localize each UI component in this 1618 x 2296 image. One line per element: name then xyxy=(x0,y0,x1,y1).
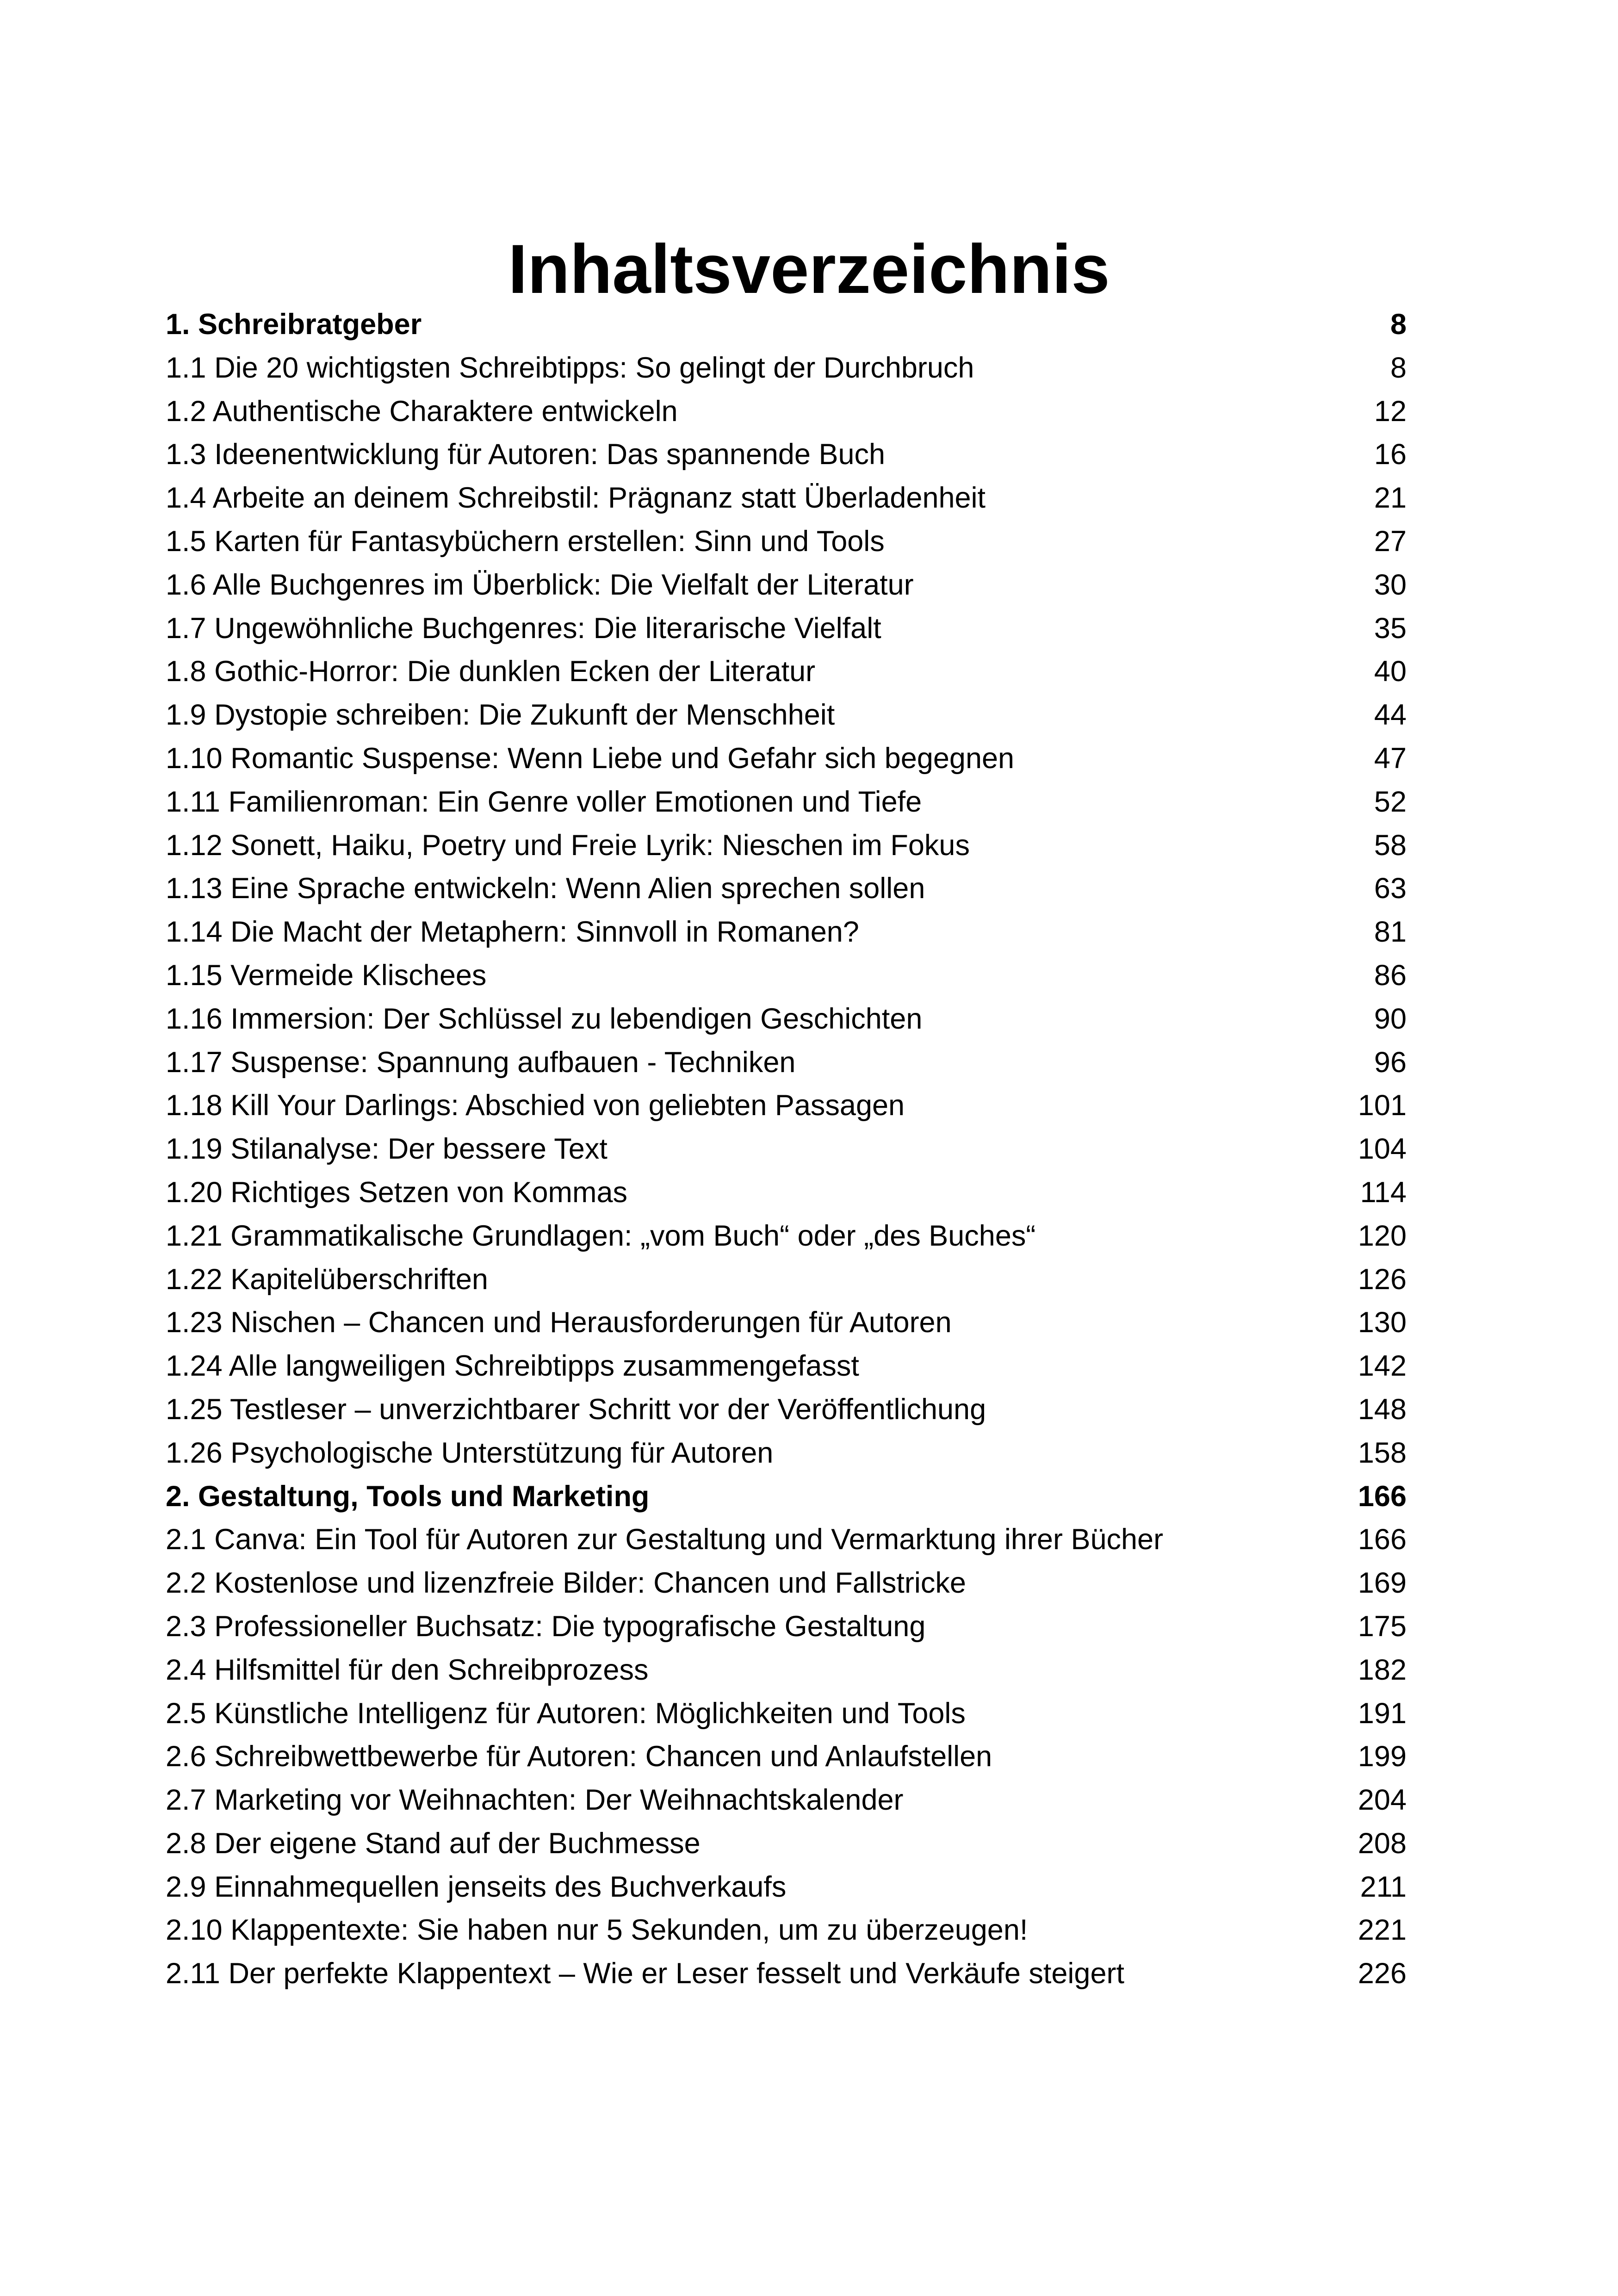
toc-entry-title: 1.23 Nischen – Chancen und Herausforderungen für Autoren xyxy=(166,1306,952,1339)
toc-entry xyxy=(166,1432,1407,1475)
toc-entry-title: 2.10 Klappentexte: Sie haben nur 5 Sekunden, um zu überzeugen! xyxy=(166,1914,1028,1947)
toc-entry-page-number: 81 xyxy=(1374,916,1407,949)
toc-entry-page-number: 211 xyxy=(1360,1870,1407,1903)
toc-entry xyxy=(166,1258,1407,1302)
toc-entry-title: 1.4 Arbeite an deinem Schreibstil: Prägnanz statt Überladenheit xyxy=(166,482,986,515)
toc-entry xyxy=(166,347,1407,390)
toc-entry xyxy=(166,1518,1407,1562)
toc-entry-page-number: 166 xyxy=(1358,1480,1407,1513)
toc-entry-page-number: 96 xyxy=(1374,1046,1407,1079)
toc-entry-title: 1.24 Alle langweiligen Schreibtipps zusammengefasst xyxy=(166,1350,859,1383)
toc-entry xyxy=(166,1215,1407,1258)
toc-entry xyxy=(166,1822,1407,1866)
toc-entry xyxy=(166,911,1407,954)
toc-entry xyxy=(166,867,1407,911)
toc-entry-page-number: 204 xyxy=(1358,1784,1407,1817)
toc-entry xyxy=(166,1866,1407,1909)
toc-entry-title: 2.5 Künstliche Intelligenz für Autoren: Möglichkeiten und Tools xyxy=(166,1697,966,1730)
toc-entry-page-number: 166 xyxy=(1358,1523,1407,1556)
toc-entry-title: 1.3 Ideenentwicklung für Autoren: Das spannende Buch xyxy=(166,438,886,471)
toc-entry xyxy=(166,1041,1407,1085)
toc-entry-title: 1.20 Richtiges Setzen von Kommas xyxy=(166,1176,628,1209)
toc-entry-page-number: 30 xyxy=(1374,568,1407,601)
toc-entry-title: 2.9 Einnahmequellen jenseits des Buchverkaufs xyxy=(166,1870,787,1903)
toc-entry-title: 2. Gestaltung, Tools und Marketing xyxy=(166,1480,650,1513)
toc-entry-page-number: 158 xyxy=(1358,1436,1407,1469)
toc-entry-page-number: 104 xyxy=(1358,1133,1407,1166)
toc-entry-page-number: 16 xyxy=(1374,438,1407,471)
toc-entry-page-number: 175 xyxy=(1358,1610,1407,1643)
toc-entry xyxy=(166,737,1407,781)
toc-entry xyxy=(166,1692,1407,1736)
toc-entry-title: 1.19 Stilanalyse: Der bessere Text xyxy=(166,1133,608,1166)
toc-entry xyxy=(166,390,1407,434)
toc-entry-page-number: 169 xyxy=(1358,1567,1407,1600)
toc-entry xyxy=(166,520,1407,564)
toc-entry-title: 1. Schreibratgeber xyxy=(166,308,422,341)
toc-entry xyxy=(166,1562,1407,1605)
toc-entry-page-number: 148 xyxy=(1358,1393,1407,1426)
toc-entry xyxy=(166,1735,1407,1779)
toc-entry-page-number: 191 xyxy=(1358,1697,1407,1730)
toc-entry-title: 1.2 Authentische Charaktere entwickeln xyxy=(166,395,678,428)
toc-entry-page-number: 47 xyxy=(1374,742,1407,775)
toc-entry-title: 2.1 Canva: Ein Tool für Autoren zur Gestaltung und Vermarktung ihrer Bücher xyxy=(166,1523,1164,1556)
toc-entry xyxy=(166,1128,1407,1171)
toc-entry-title: 1.14 Die Macht der Metaphern: Sinnvoll in Romanen? xyxy=(166,916,859,949)
toc-entry xyxy=(166,998,1407,1041)
toc-entry xyxy=(166,1649,1407,1692)
toc-entry-page-number: 114 xyxy=(1360,1176,1407,1209)
toc-entry-title: 2.8 Der eigene Stand auf der Buchmesse xyxy=(166,1827,701,1860)
toc-entry xyxy=(166,1345,1407,1388)
toc-entry-page-number: 21 xyxy=(1374,482,1407,515)
toc-entry-title: 1.10 Romantic Suspense: Wenn Liebe und Gefahr sich begegnen xyxy=(166,742,1015,775)
toc-entry-page-number: 221 xyxy=(1358,1914,1407,1947)
table-of-contents xyxy=(166,303,1407,1996)
toc-entry-title: 2.3 Professioneller Buchsatz: Die typografische Gestaltung xyxy=(166,1610,926,1643)
toc-entry-title: 1.11 Familienroman: Ein Genre voller Emotionen und Tiefe xyxy=(166,785,922,818)
toc-entry xyxy=(166,694,1407,737)
toc-entry-page-number: 199 xyxy=(1358,1740,1407,1773)
toc-entry-title: 1.8 Gothic-Horror: Die dunklen Ecken der Literatur xyxy=(166,655,816,688)
toc-entry xyxy=(166,564,1407,607)
toc-entry-page-number: 35 xyxy=(1374,612,1407,645)
toc-entry-page-number: 86 xyxy=(1374,959,1407,992)
toc-entry xyxy=(166,1388,1407,1432)
toc-entry-page-number: 120 xyxy=(1358,1219,1407,1252)
toc-entry xyxy=(166,1301,1407,1345)
toc-entry xyxy=(166,1084,1407,1128)
toc-entry xyxy=(166,607,1407,651)
toc-entry-title: 1.9 Dystopie schreiben: Die Zukunft der Menschheit xyxy=(166,699,835,732)
toc-section-entry xyxy=(166,303,1407,347)
toc-entry xyxy=(166,954,1407,998)
toc-entry xyxy=(166,781,1407,824)
toc-entry-page-number: 8 xyxy=(1390,308,1407,341)
toc-entry xyxy=(166,1605,1407,1649)
toc-entry-page-number: 101 xyxy=(1358,1089,1407,1122)
toc-entry-title: 1.15 Vermeide Klischees xyxy=(166,959,487,992)
toc-entry xyxy=(166,824,1407,868)
toc-entry-page-number: 126 xyxy=(1358,1263,1407,1296)
toc-entry-page-number: 12 xyxy=(1374,395,1407,428)
toc-entry xyxy=(166,1952,1407,1996)
toc-entry-title: 2.2 Kostenlose und lizenzfreie Bilder: Chancen und Fallstricke xyxy=(166,1567,966,1600)
toc-entry xyxy=(166,650,1407,694)
toc-entry-title: 1.13 Eine Sprache entwickeln: Wenn Alien sprechen sollen xyxy=(166,872,925,905)
toc-entry-page-number: 226 xyxy=(1358,1957,1407,1990)
toc-entry-page-number: 44 xyxy=(1374,699,1407,732)
toc-entry-title: 1.25 Testleser – unverzichtbarer Schritt vor der Veröffentlichung xyxy=(166,1393,986,1426)
toc-entry-title: 2.4 Hilfsmittel für den Schreibprozess xyxy=(166,1653,649,1686)
toc-entry xyxy=(166,1779,1407,1822)
toc-entry-title: 1.12 Sonett, Haiku, Poetry und Freie Lyrik: Nieschen im Fokus xyxy=(166,829,970,862)
toc-entry-title: 1.17 Suspense: Spannung aufbauen - Techniken xyxy=(166,1046,796,1079)
toc-entry-title: 1.1 Die 20 wichtigsten Schreibtipps: So gelingt der Durchbruch xyxy=(166,351,974,384)
toc-entry-title: 1.21 Grammatikalische Grundlagen: „vom Buch“ oder „des Buches“ xyxy=(166,1219,1036,1252)
toc-entry-page-number: 130 xyxy=(1358,1306,1407,1339)
toc-entry-title: 2.7 Marketing vor Weihnachten: Der Weihnachtskalender xyxy=(166,1784,904,1817)
toc-entry-page-number: 52 xyxy=(1374,785,1407,818)
toc-entry-title: 1.6 Alle Buchgenres im Überblick: Die Vielfalt der Literatur xyxy=(166,568,914,601)
toc-entry-title: 1.18 Kill Your Darlings: Abschied von geliebten Passagen xyxy=(166,1089,905,1122)
toc-entry-title: 1.5 Karten für Fantasybüchern erstellen: Sinn und Tools xyxy=(166,525,885,558)
toc-entry xyxy=(166,1909,1407,1952)
toc-entry xyxy=(166,433,1407,477)
toc-entry-page-number: 8 xyxy=(1390,351,1407,384)
toc-entry xyxy=(166,1171,1407,1215)
toc-entry-title: 2.6 Schreibwettbewerbe für Autoren: Chancen und Anlaufstellen xyxy=(166,1740,992,1773)
toc-entry-page-number: 63 xyxy=(1374,872,1407,905)
toc-entry-page-number: 208 xyxy=(1358,1827,1407,1860)
toc-entry-title: 1.22 Kapitelüberschriften xyxy=(166,1263,488,1296)
toc-entry-page-number: 90 xyxy=(1374,1002,1407,1035)
toc-entry-title: 1.26 Psychologische Unterstützung für Autoren xyxy=(166,1436,774,1469)
toc-entry-title: 1.7 Ungewöhnliche Buchgenres: Die literarische Vielfalt xyxy=(166,612,881,645)
toc-section-entry xyxy=(166,1475,1407,1519)
toc-entry-title: 1.16 Immersion: Der Schlüssel zu lebendigen Geschichten xyxy=(166,1002,923,1035)
page-title: Inhaltsverzeichnis xyxy=(508,230,1110,308)
toc-entry-page-number: 27 xyxy=(1374,525,1407,558)
toc-entry-page-number: 58 xyxy=(1374,829,1407,862)
toc-entry-page-number: 182 xyxy=(1358,1653,1407,1686)
toc-entry-page-number: 142 xyxy=(1358,1350,1407,1383)
toc-entry-title: 2.11 Der perfekte Klappentext – Wie er Leser fesselt und Verkäufe steigert xyxy=(166,1957,1124,1990)
toc-entry-page-number: 40 xyxy=(1374,655,1407,688)
toc-entry xyxy=(166,477,1407,520)
